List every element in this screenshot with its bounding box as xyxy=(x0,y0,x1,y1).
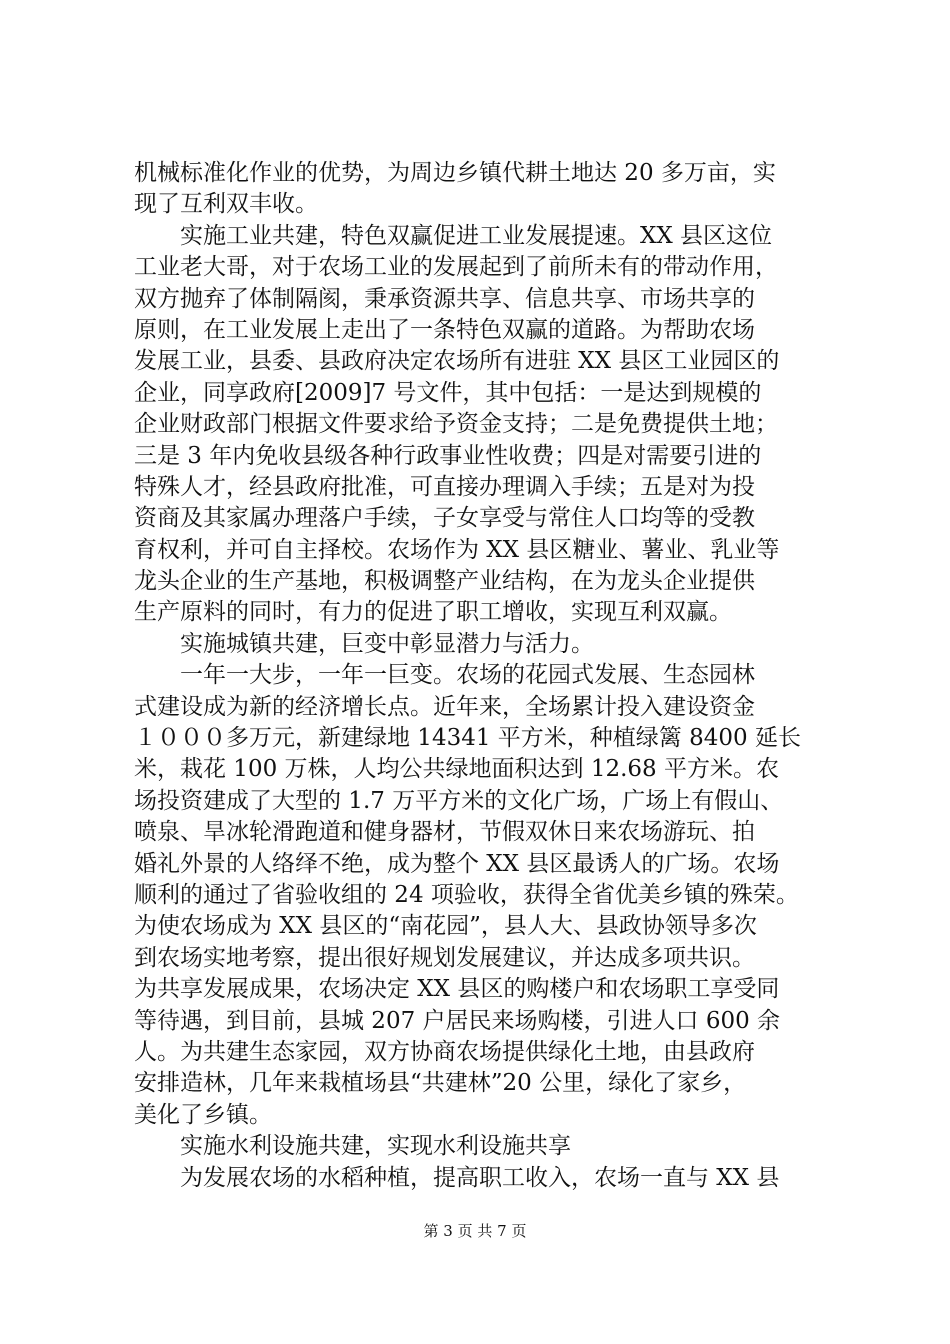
text-line: 实施城镇共建，巨变中彰显潜力与活力。 xyxy=(134,630,594,657)
text-line: 喷泉、旱冰轮滑跑道和健身器材，节假双休日来农场游玩、拍 xyxy=(134,819,755,846)
text-line: 为共享发展成果，农场决定 XX 县区的购楼户和农场职工享受同 xyxy=(134,976,780,1003)
text-line: 为使农场成为 XX 县区的“南花园”，县人大、县政协领导多次 xyxy=(134,913,757,940)
text-line: 实施水利设施共建，实现水利设施共享 xyxy=(134,1133,571,1160)
text-line: 龙头企业的生产基地，积极调整产业结构，在为龙头企业提供 xyxy=(134,568,755,595)
text-line: 安排造林，几年来栽植场县“共建林”20 公里，绿化了家乡， xyxy=(134,1070,747,1097)
text-line: 婚礼外景的人络绎不绝，成为整个 XX 县区最诱人的广场。农场 xyxy=(134,850,780,877)
body-text xyxy=(134,158,834,1194)
text-line: 一年一大步，一年一巨变。农场的花园式发展、生态园林 xyxy=(134,662,755,689)
text-line: 原则，在工业发展上走出了一条特色双赢的道路。为帮助农场 xyxy=(134,316,755,343)
text-line: 三是 3 年内免收县级各种行政事业性收费；四是对需要引进的 xyxy=(134,442,762,469)
text-line: 人。为共建生态家园，双方协商农场提供绿化土地，由县政府 xyxy=(134,1038,755,1065)
text-line: 机械标准化作业的优势，为周边乡镇代耕土地达 20 多万亩，实 xyxy=(134,160,776,186)
text-line: 为发展农场的水稻种植，提高职工收入，农场一直与 XX 县 xyxy=(134,1164,780,1191)
text-line: 到农场实地考察，提出很好规划发展建议，并达成多项共识。 xyxy=(134,944,755,971)
text-line: 特殊人才，经县政府批准，可直接办理调入手续；五是对为投 xyxy=(134,473,755,500)
text-line: １０００多万元，新建绿地 14341 平方米，种植绿篱 8400 延长 xyxy=(134,725,801,752)
text-line: 米，栽花 100 万株，人均公共绿地面积达到 12.68 平方米。农 xyxy=(134,756,779,783)
text-line: 等待遇，到目前，县城 207 户居民来场购楼，引进人口 600 余 xyxy=(134,1007,781,1034)
text-line: 美化了乡镇。 xyxy=(134,1101,272,1128)
text-line: 顺利的通过了省验收组的 24 项验收，获得全省优美乡镇的殊荣。 xyxy=(134,881,799,908)
text-line: 企业财政部门根据文件要求给予资金支持；二是免费提供土地； xyxy=(134,411,778,438)
text-line: 生产原料的同时，有力的促进了职工增收，实现互利双赢。 xyxy=(134,599,732,626)
text-line: 育权利，并可自主择校。农场作为 XX 县区糖业、薯业、乳业等 xyxy=(134,536,780,563)
text-line: 双方抛弃了体制隔阂，秉承资源共享、信息共享、市场共享的 xyxy=(134,285,755,312)
page-footer xyxy=(0,1220,950,1241)
page-number: 第 3 页 共 7 页 xyxy=(423,1222,527,1240)
text-line: 发展工业，县委、县政府决定农场所有进驻 XX 县区工业园区的 xyxy=(134,348,780,375)
text-line: 企业，同享政府[2009]7 号文件，其中包括：一是达到规模的 xyxy=(134,379,762,406)
text-line: 场投资建成了大型的 1.7 万平方米的文化广场，广场上有假山、 xyxy=(134,787,784,814)
text-line: 式建设成为新的经济增长点。近年来，全场累计投入建设资金 xyxy=(134,693,755,720)
text-line: 实施工业共建，特色双赢促进工业发展提速。XX 县区这位 xyxy=(134,222,773,249)
text-line: 资商及其家属办理落户手续，子女享受与常住人口均等的受教 xyxy=(134,505,755,532)
text-line: 现了互利双丰收。 xyxy=(134,191,318,218)
text-line: 工业老大哥，对于农场工业的发展起到了前所未有的带动作用， xyxy=(134,254,778,281)
